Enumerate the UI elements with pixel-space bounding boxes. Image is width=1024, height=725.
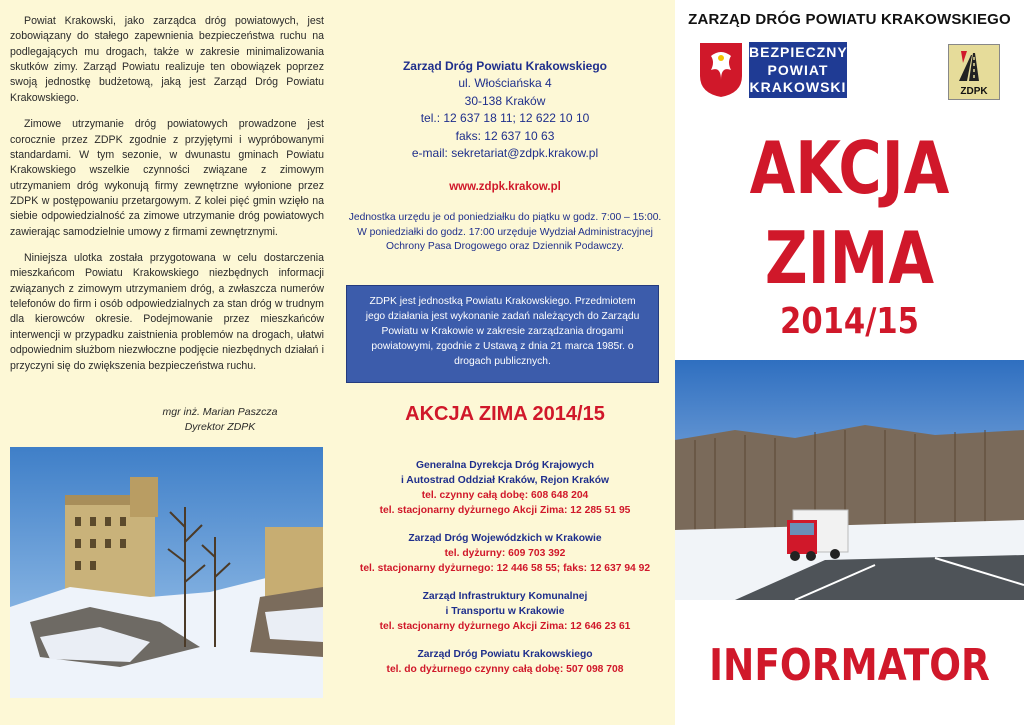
logo-line: POWIAT [767, 61, 829, 78]
signature [140, 405, 300, 435]
section-phone: tel. dyżurny: 609 703 392 [444, 547, 566, 559]
castle-winter-photo [10, 447, 323, 698]
office-hours: Jednostka urzędu je od poniedziałku do piątku w godz. 7:00 – 15:00. W poniedziałki do godz. 17:00 urzęduje Wydział Administracyjnej Ochrony Pasa Drogowego oraz Dziennik Podawczy. [348, 212, 662, 253]
section-phone: tel. czynny całą dobę: 608 648 204 [421, 489, 589, 501]
section-name: i Transportu w Krakowie [445, 605, 565, 617]
logo-line: KRAKOWSKI [749, 79, 847, 95]
section-phone: tel. stacjonarny dyżurnego Akcji Zima: 12 646 23 61 [379, 620, 631, 632]
zdpk-logo [948, 44, 1000, 100]
signature-name: mgr inż. Marian Paszcza [162, 406, 278, 418]
bezpieczny-powiat-logo [697, 40, 847, 102]
section-name: Zarząd Infrastruktury Komunalnej [422, 591, 588, 602]
info-box: ZDPK jest jednostką Powiatu Krakowskiego. Przedmiotem jego działania jest wykonanie zadań należących do Zarządu Powiatu w Krakowie w zakresie zarządzania drogami powiatowymi, zgodnie z Ustawą z dnia 21 marca 1985r. o drogach publicznych. [346, 285, 659, 383]
section-name: Zarząd Dróg Powiatu Krakowskiego [417, 649, 593, 660]
intro-paragraph-2: Zimowe utrzymanie dróg powiatowych prowadzone jest corocznie przez ZDPK zgodnie z przyjętymi i wypróbowanymi standardami. W tym sezonie, w dwunastu gminach Powiatu Krakowskiego wszelkie czynności związane z zimowym utrzymaniem dróg wykonują firmy zewnętrzne wyłonione przez ZDPK w postępowaniu przetargowym. Z kolei pięć gmin wzięło na siebie odpowiedzialność za zimowe utrzymanie dróg powiatowych zawierając samodzielnie umowy z firmami zewnętrznymi. [10, 118, 324, 238]
org-header: ZARZĄD DRÓG POWIATU KRAKOWSKIEGO [688, 11, 1011, 28]
contact-email[interactable]: e-mail: sekretariat@zdpk.krakow.pl [411, 145, 599, 160]
contact-section-zdpk [345, 648, 665, 678]
zdpk-label: ZDPK [960, 86, 988, 97]
title-zima: ZIMA [764, 216, 935, 300]
contact-section-zikit [345, 590, 665, 635]
website-link[interactable]: www.zdpk.krakow.pl [449, 181, 561, 193]
contact-org: Zarząd Dróg Powiatu Krakowskiego [402, 59, 608, 73]
title-year: 2014/15 [780, 301, 919, 342]
contact-fax: faks: 12 637 10 63 [455, 128, 555, 143]
logo-line: BEZPIECZNY [749, 44, 848, 60]
informator-title: INFORMATOR [709, 640, 990, 691]
section-name: Generalna Dyrekcja Dróg Krajowych [416, 460, 594, 471]
contact-section-zdw [345, 532, 665, 577]
intro-paragraph-1: Powiat Krakowski, jako zarządca dróg powiatowych, jest zobowiązany do stałego zapewnienia bezpieczeństwa ruchu na podlegających mu drogach, także w zakresie minimalizowania skutków zimy. Zarząd Powiatu realizuje ten obowiązek poprzez swoją jednostkę budżetową, jaką jest Zarząd Dróg Powiatu Krakowskiego. [10, 15, 324, 104]
akcja-zima-heading: AKCJA ZIMA 2014/15 [405, 403, 605, 425]
road-sign-icon [949, 45, 999, 85]
section-phone: tel. stacjonarny dyżurnego Akcji Zima: 12 285 51 95 [379, 504, 631, 516]
panel-left [0, 0, 340, 725]
contact-street: ul. Włościańska 4 [458, 76, 552, 91]
contact-block [345, 58, 665, 162]
contact-city: 30-138 Kraków [464, 93, 546, 108]
crest-icon [697, 40, 745, 100]
signature-role: Dyrektor ZDPK [184, 421, 256, 434]
logo-text [749, 42, 847, 98]
section-name: i Autostrad Oddział Kraków, Rejon Kraków [400, 474, 610, 486]
title-akcja: AKCJA [749, 126, 950, 210]
contact-tel: tel.: 12 637 18 11; 12 622 10 10 [420, 111, 590, 126]
section-phone: tel. stacjonarny dyżurnego: 12 446 58 55; faks: 12 637 94 92 [359, 562, 651, 574]
section-phone: tel. do dyżurnego czynny całą dobę: 507 098 708 [386, 663, 624, 675]
intro-text [10, 14, 324, 385]
contact-section-gddkia [345, 459, 665, 519]
section-name: Zarząd Dróg Wojewódzkich w Krakowie [408, 533, 602, 544]
intro-paragraph-3: Niniejsza ulotka została przygotowana w celu dostarczenia mieszkańcom Powiatu Krakowskiego niezbędnych informacji związanych z zimowym utrzymaniem dróg, a zwłaszcza numerów telefonów do firm i osób odpowiedzialnych za stan dróg w trudnym dla kierowców okresie. Podejmowanie przez mieszkańców interwencji w przypadku zaistnienia problemów na drogach, ułatwi odpowiednim służbom niezwłoczne podjęcie niezbędnych działań i przyczyni się do zwiększenia bezpieczeństwa ruchu. [10, 252, 324, 372]
winter-road-truck-photo [675, 360, 1024, 600]
